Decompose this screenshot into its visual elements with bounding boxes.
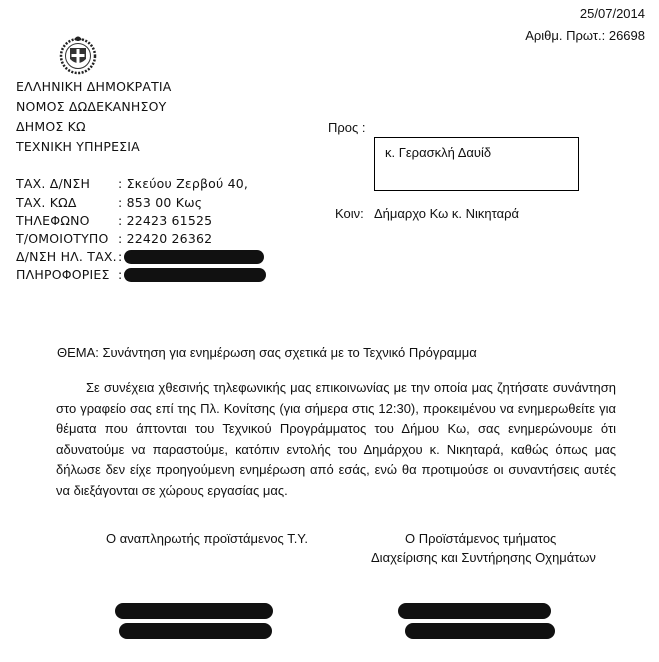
signature-right-title-2: Διαχείρισης και Συντήρησης Οχημάτων [371,550,596,565]
contact-value-email: : [118,249,123,264]
protocol-number: Αριθμ. Πρωτ.: 26698 [525,28,645,43]
contact-label-fax: Τ/ΟΜΟΙΟΤΥΠΟ [16,231,109,246]
document-date: 25/07/2014 [579,6,645,21]
contact-label-postcode: ΤΑΧ. ΚΩΔ [16,195,77,210]
redaction-signature-left-1 [115,603,273,619]
contact-label-info: ΠΛΗΡΟΦΟΡΙΕΣ [16,267,110,282]
signature-left-title: Ο αναπληρωτής προϊστάμενος Τ.Υ. [106,531,308,546]
redaction-email [124,250,264,264]
org-line-2: ΝΟΜΟΣ ΔΩΔΕΚΑΝΗΣΟΥ [16,99,167,114]
org-line-4: ΤΕΧΝΙΚΗ ΥΠΗΡΕΣΙΑ [16,139,140,154]
redaction-signature-right-1 [398,603,551,619]
signature-right-title-1: Ο Προϊστάμενος τμήματος [405,531,557,546]
coat-of-arms-icon [57,33,99,75]
recipient-name: κ. Γερασκλή Δαυίδ [385,145,492,160]
org-line-1: ΕΛΛΗΝΙΚΗ ΔΗΜΟΚΡΑΤΙΑ [16,79,172,94]
org-line-3: ΔΗΜΟΣ ΚΩ [16,119,86,134]
to-label: Προς : [328,120,366,135]
letter-body: Σε συνέχεια χθεσινής τηλεφωνικής μας επικοινωνίας με την οποία μας ζητήσατε συνάντηση στο γραφείο σας επί της Πλ. Κονίτσης (για σήμερα στις 12:30), προκειμένου να ενημερωθείτε για θέματα που άπτονται του Τεχνικού Προγράμματος του Δήμου Κω, σας ενημερώνουμε ότι αδυνατούμε να παραστούμε, κατόπιν εντολής του Δημάρχου κ. Νικηταρά, καθώς όπως μας δήλωσε δεν είχε προηγούμενη ενημέρωση από εσάς, ενώ θα προτιμούσε οι συναντήσεις αυτές να διεξάγονται σε χώρους εργασίας μας. [56,380,616,498]
contact-label-email: Δ/ΝΣΗ ΗΛ. ΤΑΧ. [16,249,117,264]
contact-value-address: : Σκεύου Ζερβού 40, [118,176,249,191]
cc-name: Δήμαρχο Κω κ. Νικηταρά [374,206,520,221]
redaction-info [124,268,266,282]
cc-label: Κοιν: [335,206,364,221]
contact-value-fax: : 22420 26362 [118,231,213,246]
contact-value-info: : [118,267,123,282]
subject-line: ΘΕΜΑ: Συνάντηση για ενημέρωση σας σχετικά με το Τεχνικό Πρόγραμμα [57,345,477,360]
redaction-signature-left-2 [119,623,272,639]
contact-value-postcode: : 853 00 Κως [118,195,203,210]
contact-label-address: ΤΑΧ. Δ/ΝΣΗ [16,176,91,191]
redaction-signature-right-2 [405,623,555,639]
contact-label-phone: ΤΗΛΕΦΩΝΟ [16,213,90,228]
contact-value-phone: : 22423 61525 [118,213,213,228]
